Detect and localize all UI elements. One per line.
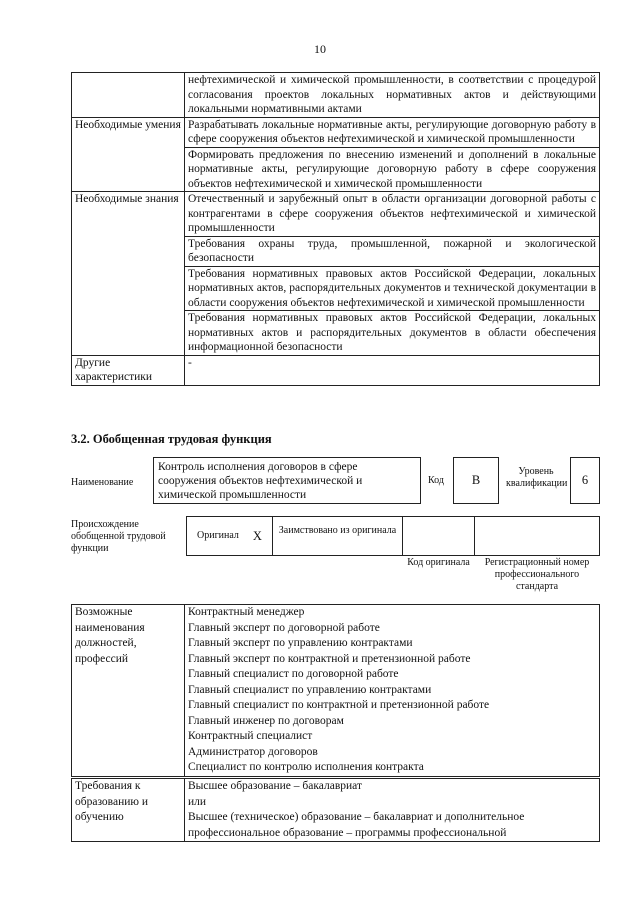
education-list: [185, 779, 600, 842]
positions-list: [185, 605, 600, 777]
row-item: Требования охраны труда, промышленной, пожарной и экологической безопасности: [185, 236, 600, 266]
list-item: Специалист по контролю исполнения контракта: [188, 761, 424, 773]
table-row: [72, 605, 600, 777]
reg-number-caption: Регистрационный номер профессионального стандарта: [484, 557, 590, 592]
code-original-cell: [402, 516, 475, 556]
list-item: или: [188, 795, 207, 808]
positions-label: Возможные наименования должностей, профессий: [72, 605, 185, 777]
section-heading: 3.2. Обобщенная трудовая функция: [71, 432, 272, 446]
row-label-other: Другие характеристики: [72, 355, 185, 385]
reg-number-cell: [474, 516, 600, 556]
code-value: B: [471, 473, 481, 487]
code-label: Код: [428, 475, 444, 486]
list-item: Контрактный специалист: [188, 730, 313, 742]
original-mark: X: [252, 529, 262, 543]
code-original-caption: Код оригинала: [407, 557, 470, 568]
list-item: Главный инженер по договорам: [188, 714, 344, 727]
table-row: [72, 117, 600, 147]
row-item: Формировать предложения по внесению изменений и дополнений в локальные нормативные акты, регулирующие договорную работу в сфере сооружения объектов нефтехимической и химической промышленности: [185, 147, 600, 192]
competency-table: [71, 72, 600, 386]
function-name-box: [153, 457, 421, 504]
name-label: Наименование: [71, 477, 134, 488]
row-label-knowledge: Необходимые знания: [72, 192, 185, 356]
level-box: [570, 457, 600, 504]
row-item: -: [185, 355, 600, 385]
list-item: Главный эксперт по контрактной и претензионной работе: [188, 652, 471, 665]
level-value: 6: [581, 473, 589, 487]
table-row: [72, 355, 600, 385]
row-item: нефтехимической и химической промышленности, в соответствии с процедурой согласования проектов локальных нормативных актов и действующими локальными нормативными актами: [185, 73, 600, 118]
function-name-value: Контроль исполнения договоров в сфере сооружения объектов нефтехимической и химической промышленности: [158, 461, 363, 501]
list-item: Администратор договоров: [188, 745, 318, 758]
row-label-skills: Необходимые умения: [72, 117, 185, 192]
row-label: [72, 73, 185, 118]
list-item: Главный специалист по управлению контрактами: [188, 683, 432, 696]
code-box: [453, 457, 499, 504]
borrowed-cell: [272, 516, 403, 556]
origin-label: Происхождение обобщенной трудовой функции: [71, 519, 166, 554]
row-item: Разрабатывать локальные нормативные акты, регулирующие договорную работу в сфере сооружения объектов нефтехимической и химической промышленности: [185, 117, 600, 147]
borrowed-label: Заимствовано из оригинала: [278, 525, 397, 536]
list-item: Главный эксперт по управлению контрактами: [188, 637, 413, 649]
row-item: Требования нормативных правовых актов Российской Федерации, локальных нормативных актов и распорядительных документов в области обеспечения информационной безопасности: [185, 311, 600, 356]
table-row: [72, 192, 600, 237]
list-item: Высшее образование – бакалавриат: [188, 780, 362, 792]
row-item: Отечественный и зарубежный опыт в области организации договорной работы с контрагентами в сфере сооружения объектов нефтехимической и химической промышленности: [185, 192, 600, 237]
level-label: Уровень квалификации: [506, 466, 568, 489]
list-item: Контрактный менеджер: [188, 606, 305, 618]
page-number: 10: [314, 42, 326, 56]
education-label: Требования к образованию и обучению: [72, 779, 185, 842]
original-label: Оригинал: [197, 530, 239, 541]
row-item: Требования нормативных правовых актов Российской Федерации, локальных нормативных актов, распорядительных документов и технической документации в области сооружения объектов нефтехимической и химической промышленности: [185, 266, 600, 311]
list-item: Главный эксперт по договорной работе: [188, 621, 380, 634]
list-item: Главный специалист по контрактной и претензионной работе: [188, 699, 490, 711]
table-row: [72, 73, 600, 118]
list-item: Высшее (техническое) образование – бакалавриат и дополнительное: [188, 811, 525, 823]
table-row: [72, 779, 600, 842]
education-table: [71, 778, 600, 842]
positions-table: [71, 604, 600, 777]
original-cell: [186, 516, 273, 556]
list-item: профессиональное образование – программы профессиональной: [188, 826, 507, 839]
list-item: Главный специалист по договорной работе: [188, 668, 399, 680]
